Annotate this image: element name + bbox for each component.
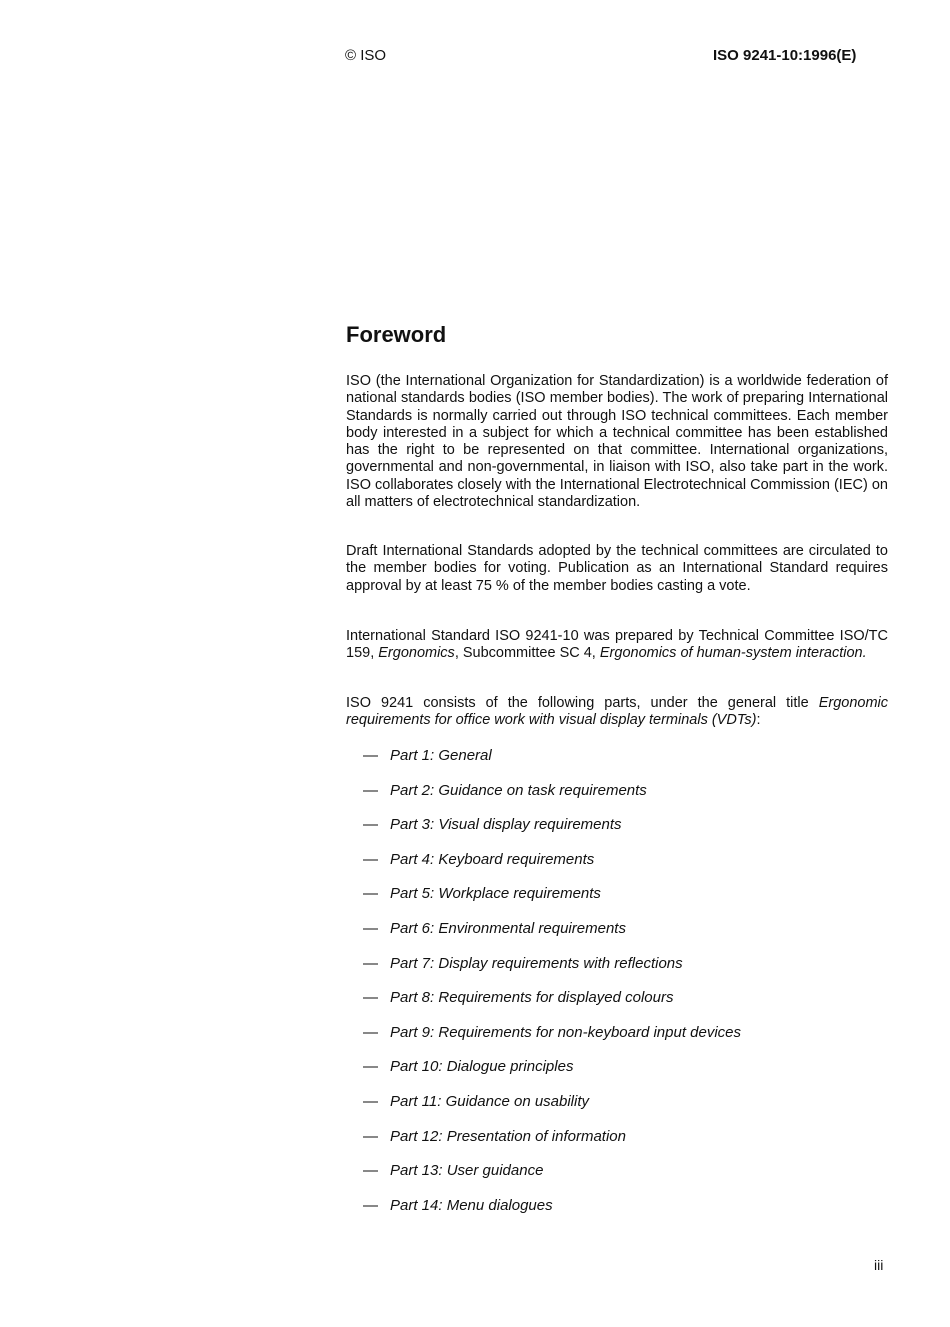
- part-number: Part 4:: [390, 850, 435, 868]
- list-dash: —: [363, 1196, 378, 1214]
- part-title: Menu dialogues: [446, 1196, 553, 1214]
- part-title: General: [438, 747, 492, 764]
- part-number: Part 13:: [390, 1162, 443, 1180]
- subcommittee-name: Ergonomics of human-system interaction.: [599, 645, 867, 662]
- parts-intro-text: ISO 9241 consists of the following parts, under the general title: [346, 695, 819, 711]
- part-title: Keyboard requirements: [438, 850, 595, 868]
- part-title: Requirements for displayed colours: [438, 989, 674, 1007]
- list-item: [363, 1128, 741, 1163]
- part-title: Environmental requirements: [438, 919, 626, 937]
- list-dash: —: [363, 1023, 378, 1041]
- list-item: [363, 885, 741, 920]
- part-title: Requirements for non-keyboard input devices: [438, 1023, 742, 1041]
- part-title: Dialogue principles: [446, 1058, 574, 1076]
- part-title: Guidance on usability: [445, 1092, 590, 1110]
- list-dash: —: [363, 1092, 378, 1110]
- committee-name: Ergonomics: [378, 645, 455, 662]
- list-item: [363, 747, 741, 782]
- list-dash: —: [363, 781, 378, 799]
- part-number: Part 7:: [390, 954, 435, 972]
- list-dash: —: [363, 747, 378, 764]
- list-item: [363, 1024, 741, 1059]
- header-standard-number: ISO 9241-10:1996(E): [713, 47, 857, 64]
- part-number: Part 12:: [390, 1127, 443, 1145]
- paragraph-prepared-by: [346, 628, 888, 663]
- list-item: [363, 920, 741, 955]
- list-item: [363, 1162, 741, 1197]
- part-number: Part 5:: [390, 885, 435, 903]
- page-title: Foreword: [346, 322, 447, 347]
- paragraph-draft-standards: Draft International Standards adopted by the technical committees are circulated to the member bodies for voting. Publication as an International Standard requires approval by at least 75 % of the member bodies casting a vote.: [346, 543, 888, 594]
- list-item: [363, 782, 741, 817]
- list-dash: —: [363, 850, 378, 868]
- part-number: Part 9:: [390, 1023, 435, 1041]
- prepared-by-text: International Standard ISO 9241-10 was prepared by Technical Committee ISO/TC 159,: [346, 628, 888, 662]
- list-dash: —: [363, 954, 378, 972]
- part-number: Part 6:: [390, 919, 435, 937]
- part-number: Part 8:: [390, 989, 435, 1007]
- parts-list: [363, 747, 741, 1231]
- general-title: Ergonomic requirements for office work with visual display terminals (VDTs): [346, 695, 888, 729]
- list-item: [363, 851, 741, 886]
- list-dash: —: [363, 816, 378, 834]
- list-item: [363, 816, 741, 851]
- list-dash: —: [363, 1127, 378, 1145]
- part-number: Part 2:: [390, 781, 435, 799]
- part-number: Part 11:: [390, 1092, 442, 1110]
- part-title: Presentation of information: [446, 1127, 626, 1145]
- part-number: Part 3:: [390, 816, 435, 834]
- list-dash: —: [363, 1162, 378, 1180]
- part-title: User guidance: [446, 1162, 544, 1180]
- list-item: [363, 989, 741, 1024]
- page-number: iii: [874, 1257, 884, 1273]
- list-dash: —: [363, 919, 378, 937]
- list-item: [363, 1093, 741, 1128]
- part-number: Part 14:: [390, 1196, 443, 1214]
- list-item: [363, 1058, 741, 1093]
- header-copyright: © ISO: [345, 47, 387, 64]
- part-number: Part 10:: [390, 1058, 443, 1076]
- list-dash: —: [363, 885, 378, 903]
- part-title: Workplace requirements: [438, 885, 601, 903]
- parts-intro-colon: :: [756, 712, 761, 729]
- part-title: Display requirements with reflections: [438, 954, 683, 972]
- list-dash: —: [363, 989, 378, 1007]
- paragraph-parts-intro: [346, 695, 888, 730]
- part-number: Part 1:: [390, 747, 435, 764]
- list-dash: —: [363, 1058, 378, 1076]
- subcommittee-text: , Subcommittee SC 4,: [454, 645, 600, 662]
- part-title: Guidance on task requirements: [438, 781, 647, 799]
- list-item: [363, 955, 741, 990]
- part-title: Visual display requirements: [438, 816, 622, 834]
- paragraph-iso-intro: ISO (the International Organization for Standardization) is a worldwide federation of national standards bodies (ISO member bodies). The work of preparing International Standards is normally carried out through ISO technical committees. Each member body interested in a subject for which a technical committee has been established has the right to be represented on that committee. International organizations, governmental and non-governmental, in liaison with ISO, also take part in the work. ISO collaborates closely with the International Electrotechnical Commission (IEC) on all matters of electrotechnical standardization.: [346, 373, 888, 511]
- list-item: [363, 1197, 741, 1232]
